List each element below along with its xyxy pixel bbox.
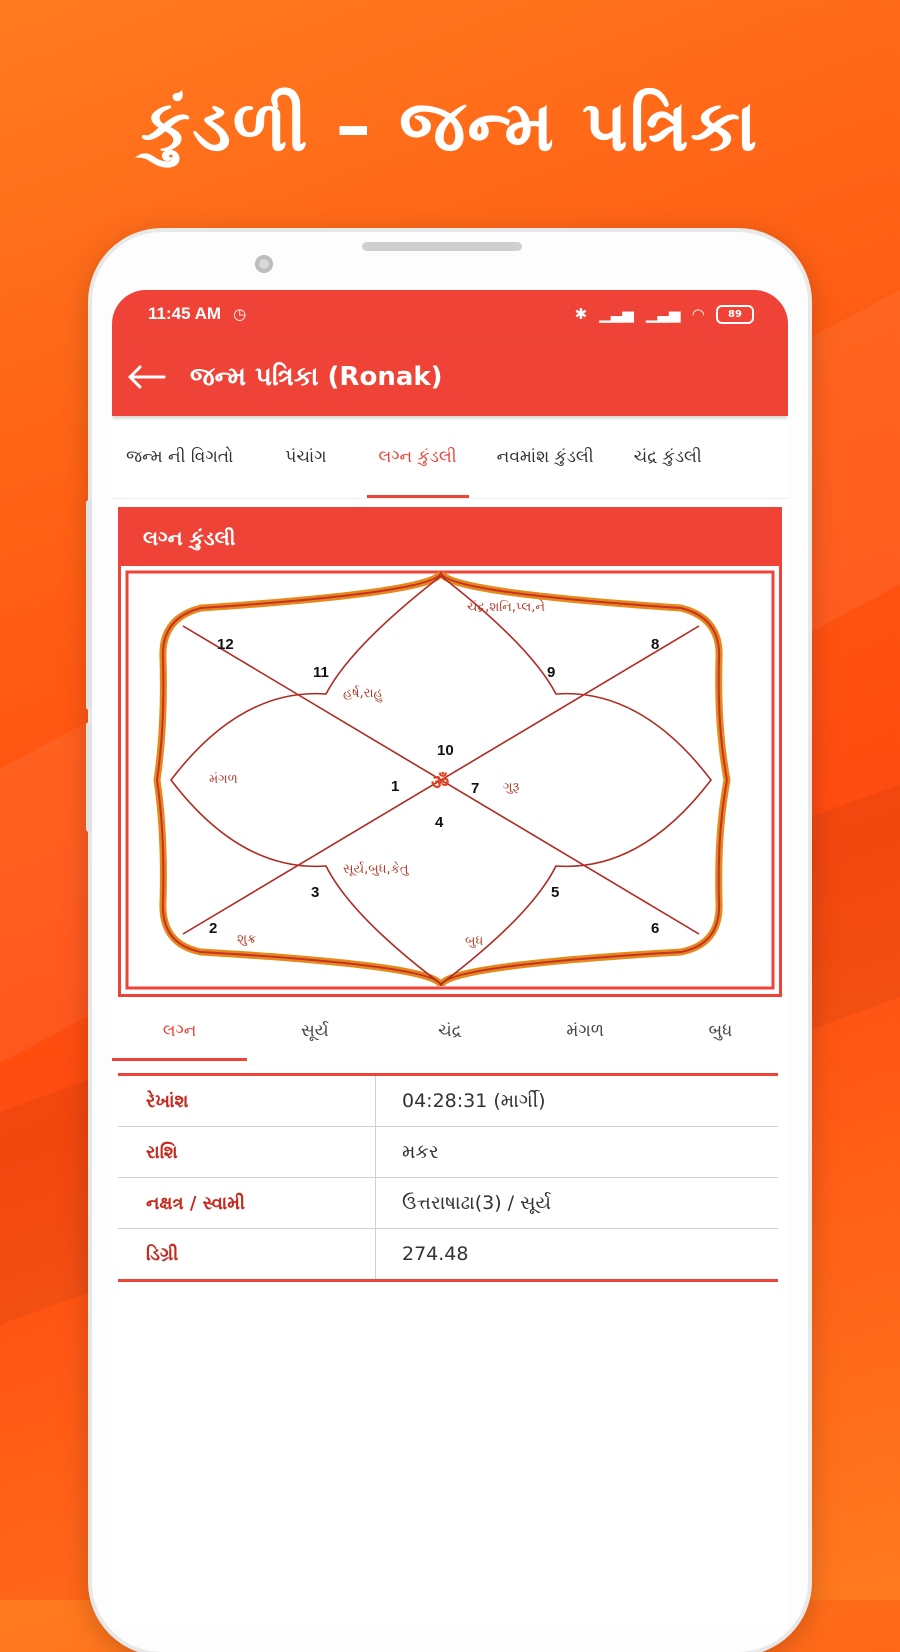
om-symbol: ॐ — [431, 772, 450, 794]
house-number: 5 — [551, 884, 560, 901]
bluetooth-icon: ✱ — [574, 305, 588, 323]
house-number: 9 — [547, 664, 556, 681]
tab-panchang[interactable]: પંચાંગ — [285, 447, 327, 467]
tab-surya[interactable]: સૂર્ય — [300, 1021, 329, 1041]
phone-speaker — [362, 242, 522, 251]
page-title: જન્મ પત્રિકા (Ronak) — [190, 361, 443, 392]
app-bar — [112, 338, 788, 416]
phone-camera — [255, 255, 273, 273]
house-number: 4 — [435, 814, 444, 831]
alarm-icon: ◷ — [233, 305, 247, 323]
row-label: નક્ષત્ર / સ્વામી — [118, 1178, 376, 1228]
row-label: રેખાંશ — [118, 1076, 376, 1126]
tab-lagna[interactable]: લગ્ન — [112, 1001, 247, 1061]
tab-birth-details[interactable]: જન્મ ની વિગતો — [126, 447, 234, 467]
status-time: 11:45 AM — [148, 304, 222, 323]
house-planets: ગુરૂ — [503, 780, 520, 795]
tab-mangal[interactable]: મંગળ — [566, 1021, 605, 1041]
arrow-left-icon — [126, 365, 166, 389]
row-value: ઉત્તરાષાઢા(3) / સૂર્ય — [402, 1192, 552, 1214]
house-number: 2 — [209, 920, 218, 937]
row-value: 274.48 — [402, 1243, 469, 1265]
promo-headline: કુંડળી – જન્મ પત્રિકા — [140, 85, 760, 167]
kundli-chart — [121, 566, 779, 994]
house-planets: સૂર્ય,બુધ,કેતુ — [343, 862, 409, 877]
house-number: 11 — [313, 664, 329, 681]
tab-chandra[interactable]: ચંદ્ર — [438, 1021, 462, 1041]
tab-chandra-kundli[interactable]: ચંદ્ર કુંડલી — [633, 447, 702, 467]
house-planets: શુક્ર — [237, 932, 257, 947]
house-planets: હર્ષ,રાહુ — [343, 686, 383, 701]
table-row — [118, 1127, 778, 1178]
house-number: 1 — [391, 778, 400, 795]
house-number: 7 — [471, 780, 480, 797]
row-value: મકર — [402, 1141, 439, 1163]
house-number: 8 — [651, 636, 660, 653]
phone-frame — [92, 232, 808, 1652]
details-table — [118, 1073, 778, 1282]
phone-side-button — [86, 722, 92, 832]
table-row — [118, 1229, 778, 1279]
tab-bar — [112, 416, 788, 499]
signal-icon: ▁▃▅ — [645, 305, 681, 323]
house-number: 12 — [217, 636, 234, 653]
house-number: 6 — [651, 920, 660, 937]
table-row — [118, 1076, 778, 1127]
row-value: 04:28:31 (માર્ગી) — [402, 1090, 546, 1112]
planet-tab-bar — [112, 1001, 788, 1061]
kundli-card — [118, 507, 782, 997]
phone-side-button — [86, 500, 92, 710]
house-planets: બુધ — [465, 934, 484, 949]
tab-navamsha-kundli[interactable]: નવમાંશ કુંડલી — [496, 447, 594, 467]
house-planets: મંગળ — [209, 772, 238, 787]
house-number: 10 — [437, 742, 454, 759]
wifi-icon: ◠ — [692, 305, 704, 323]
back-button[interactable] — [126, 357, 166, 397]
app-screen — [112, 290, 788, 1630]
table-row — [118, 1178, 778, 1229]
house-number: 3 — [311, 884, 320, 901]
kundli-card-title: લગ્ન કુંડલી — [121, 510, 779, 566]
row-label: રાશિ — [118, 1127, 376, 1177]
signal-icon: ▁▃▅ — [599, 305, 634, 323]
tab-lagna-kundli[interactable]: લગ્ન કુંડલી — [359, 416, 477, 498]
house-planets: ચંદ્ર,શનિ,પ્લ,ને — [467, 600, 546, 615]
tab-budh[interactable]: બુધ — [708, 1021, 733, 1041]
status-bar — [112, 290, 788, 338]
battery-icon: 89 — [716, 305, 754, 324]
row-label: ડિગ્રી — [118, 1229, 376, 1279]
